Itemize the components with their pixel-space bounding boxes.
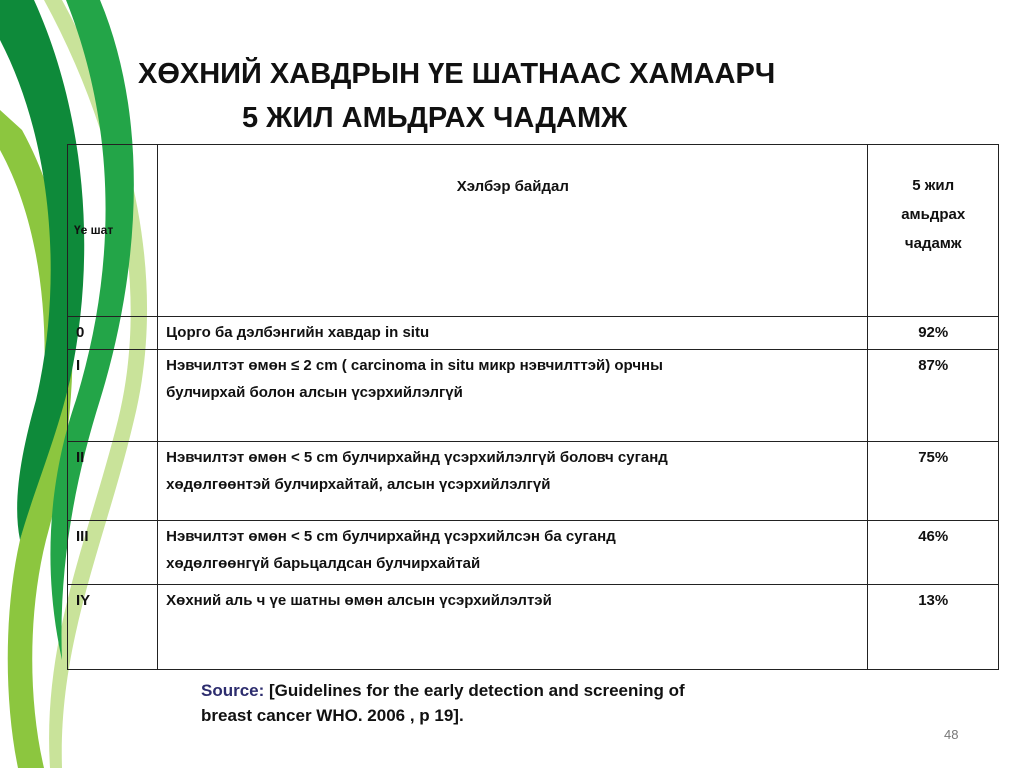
stage-cell: II bbox=[68, 442, 158, 521]
table-header-row bbox=[68, 145, 999, 317]
stage-cell: III bbox=[68, 521, 158, 585]
slide-title-line-2: 5 ЖИЛ АМЬДРАХ ЧАДАМЖ bbox=[242, 102, 628, 134]
header-survival bbox=[868, 145, 999, 317]
source-citation bbox=[201, 678, 801, 728]
stage-cell: I bbox=[68, 350, 158, 442]
table-row bbox=[68, 317, 999, 350]
slide-title-line-1: ХӨХНИЙ ХАВДРЫН ҮЕ ШАТНААС ХАМААРЧ bbox=[138, 58, 776, 90]
description-cell bbox=[158, 442, 868, 521]
description-cell bbox=[158, 317, 868, 350]
slide-title bbox=[120, 52, 980, 140]
description-line-1: Нэвчилтэт өмөн ≤ 2 cm ( carcinoma in situ микр нэвчилттэй) орчны bbox=[166, 357, 663, 374]
source-text-line-2: breast cancer WHO. 2006 , p 19]. bbox=[201, 706, 464, 725]
stage-survival-table bbox=[67, 144, 999, 670]
header-stage bbox=[68, 145, 158, 317]
description-line-1: Цорго ба дэлбэнгийн хавдар in situ bbox=[166, 324, 430, 341]
description-line-2: булчирхай болон алсын үсэрхийлэлгүй bbox=[166, 384, 463, 401]
stage-cell: 0 bbox=[68, 317, 158, 350]
description-cell bbox=[158, 521, 868, 585]
table-row bbox=[68, 350, 999, 442]
survival-cell: 92% bbox=[868, 317, 999, 350]
description-cell bbox=[158, 585, 868, 670]
survival-cell: 13% bbox=[868, 585, 999, 670]
page-number: 48 bbox=[944, 727, 959, 742]
header-stage-label: Үе шат bbox=[74, 223, 114, 237]
description-line-1: Нэвчилтэт өмөн < 5 cm булчирхайнд үсэрхийлэлгүй боловч суганд bbox=[166, 449, 668, 466]
description-line-2: хөдөлгөөнтэй булчирхайтай, алсын үсэрхийлэлгүй bbox=[166, 476, 551, 493]
survival-cell: 87% bbox=[868, 350, 999, 442]
table-row bbox=[68, 585, 999, 670]
header-survival-line-3: чадамж bbox=[904, 235, 962, 252]
description-line-1: Хөхний аль ч үе шатны өмөн алсын үсэрхийлэлтэй bbox=[166, 592, 552, 609]
source-text-line-1: [Guidelines for the early detection and screening of bbox=[264, 681, 685, 700]
header-survival-line-2: амьдрах bbox=[901, 206, 966, 223]
source-label: Source: bbox=[201, 681, 265, 700]
header-description-label: Хэлбэр байдал bbox=[456, 178, 569, 195]
description-line-1: Нэвчилтэт өмөн < 5 cm булчирхайнд үсэрхийлсэн ба суганд bbox=[166, 528, 616, 545]
description-cell bbox=[158, 350, 868, 442]
header-survival-line-1: 5 жил bbox=[912, 177, 955, 194]
survival-cell: 46% bbox=[868, 521, 999, 585]
description-line-2: хөдөлгөөнгүй барьцалдсан булчирхайтай bbox=[166, 555, 481, 572]
survival-cell: 75% bbox=[868, 442, 999, 521]
table-row bbox=[68, 521, 999, 585]
stage-cell: IY bbox=[68, 585, 158, 670]
header-description bbox=[158, 145, 868, 317]
table-row bbox=[68, 442, 999, 521]
